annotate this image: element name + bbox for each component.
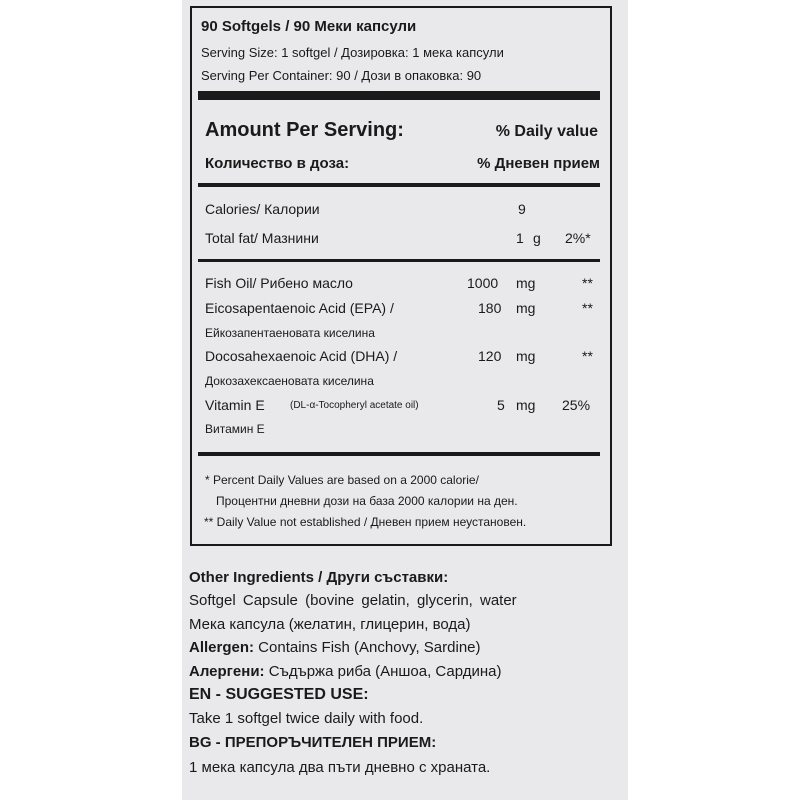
- fish-oil-label: Fish Oil/ Рибено масло: [205, 275, 353, 291]
- calories-label: Calories/ Калории: [205, 201, 320, 217]
- footnote-percent-dv: * Percent Daily Values are based on a 2000 calorie/: [205, 473, 479, 487]
- fish-oil-amount: 1000: [467, 275, 499, 291]
- dha-unit: mg: [516, 348, 536, 364]
- serving-per-container: Serving Per Container: 90 / Дози в опаковка: 90: [201, 68, 482, 83]
- vitamin-e-dv: 25%: [562, 397, 591, 413]
- allergen-text: Contains Fish (Anchovy, Sardine): [254, 639, 481, 656]
- dha-dv: **: [582, 348, 593, 364]
- footnote-not-established: ** Daily Value not established / Дневен прием неустановен.: [204, 515, 527, 529]
- vitamin-e-note: (DL-α-Tocopheryl acetate oil): [290, 400, 419, 411]
- total-fat-amount: 1: [516, 230, 524, 246]
- total-fat-dv: 2%*: [565, 230, 591, 246]
- epa-unit: mg: [516, 300, 536, 316]
- calories-value: 9: [518, 201, 526, 217]
- dha-label-bg: Докозахексаеновата киселина: [205, 374, 374, 388]
- allergen-label-bg: Алергени:: [189, 663, 265, 680]
- total-fat-unit: g: [533, 230, 541, 246]
- suggested-use-text-bg: 1 мека капсула два пъти дневно с храната.: [189, 759, 491, 776]
- epa-dv: **: [582, 300, 593, 316]
- allergen-label: Allergen:: [189, 639, 255, 656]
- suggested-use-text: Take 1 softgel twice daily with food.: [189, 710, 424, 727]
- dha-amount: 120: [478, 348, 502, 364]
- allergen-line-en: [189, 639, 481, 656]
- other-ingredients-title: Other Ingredients / Други съставки:: [189, 569, 449, 586]
- daily-value-header: % Daily value: [495, 123, 598, 140]
- thick-divider: [198, 91, 600, 100]
- softgel-count-title: 90 Softgels / 90 Меки капсули: [201, 18, 417, 35]
- vitamin-e-label-bg: Витамин Е: [205, 422, 265, 436]
- amount-per-serving-label: Amount Per Serving:: [205, 119, 404, 141]
- allergen-text-bg: Съдържа риба (Аншоа, Сардина): [264, 663, 502, 680]
- epa-amount: 180: [478, 300, 502, 316]
- other-ingredients-en: Softgel Capsule (bovine gelatin, glycerin, water: [189, 592, 517, 609]
- epa-label-bg: Ейкозапентаеновата киселина: [205, 326, 375, 340]
- vitamin-e-label: Vitamin E: [205, 397, 265, 413]
- vitamin-e-amount: 5: [497, 397, 505, 413]
- epa-label: Eicosapentaenoic Acid (EPA) /: [205, 300, 394, 316]
- divider-nutrients: [198, 259, 600, 262]
- divider-footnotes: [198, 452, 600, 456]
- other-ingredients-bg: Мека капсула (желатин, глицерин, вода): [189, 616, 471, 633]
- daily-value-header-bg: % Дневен прием: [477, 155, 600, 172]
- allergen-line-bg: [189, 663, 502, 680]
- amount-per-serving-label-bg: Количество в доза:: [205, 155, 350, 172]
- fish-oil-unit: mg: [516, 275, 536, 291]
- total-fat-label: Total fat/ Мазнини: [205, 230, 319, 246]
- suggested-use-title-bg: BG - ПРЕПОРЪЧИТЕЛЕН ПРИЕМ:: [189, 734, 437, 751]
- footnote-percent-dv-bg: Процентни дневни дози на база 2000 калории на ден.: [216, 494, 518, 508]
- fish-oil-dv: **: [582, 275, 593, 291]
- dha-label: Docosahexaenoic Acid (DHA) /: [205, 348, 398, 364]
- serving-size: Serving Size: 1 softgel / Дозировка: 1 мека капсули: [201, 45, 504, 60]
- vitamin-e-unit: mg: [516, 397, 536, 413]
- medium-divider: [198, 183, 600, 187]
- suggested-use-title: EN - SUGGESTED USE:: [189, 686, 369, 703]
